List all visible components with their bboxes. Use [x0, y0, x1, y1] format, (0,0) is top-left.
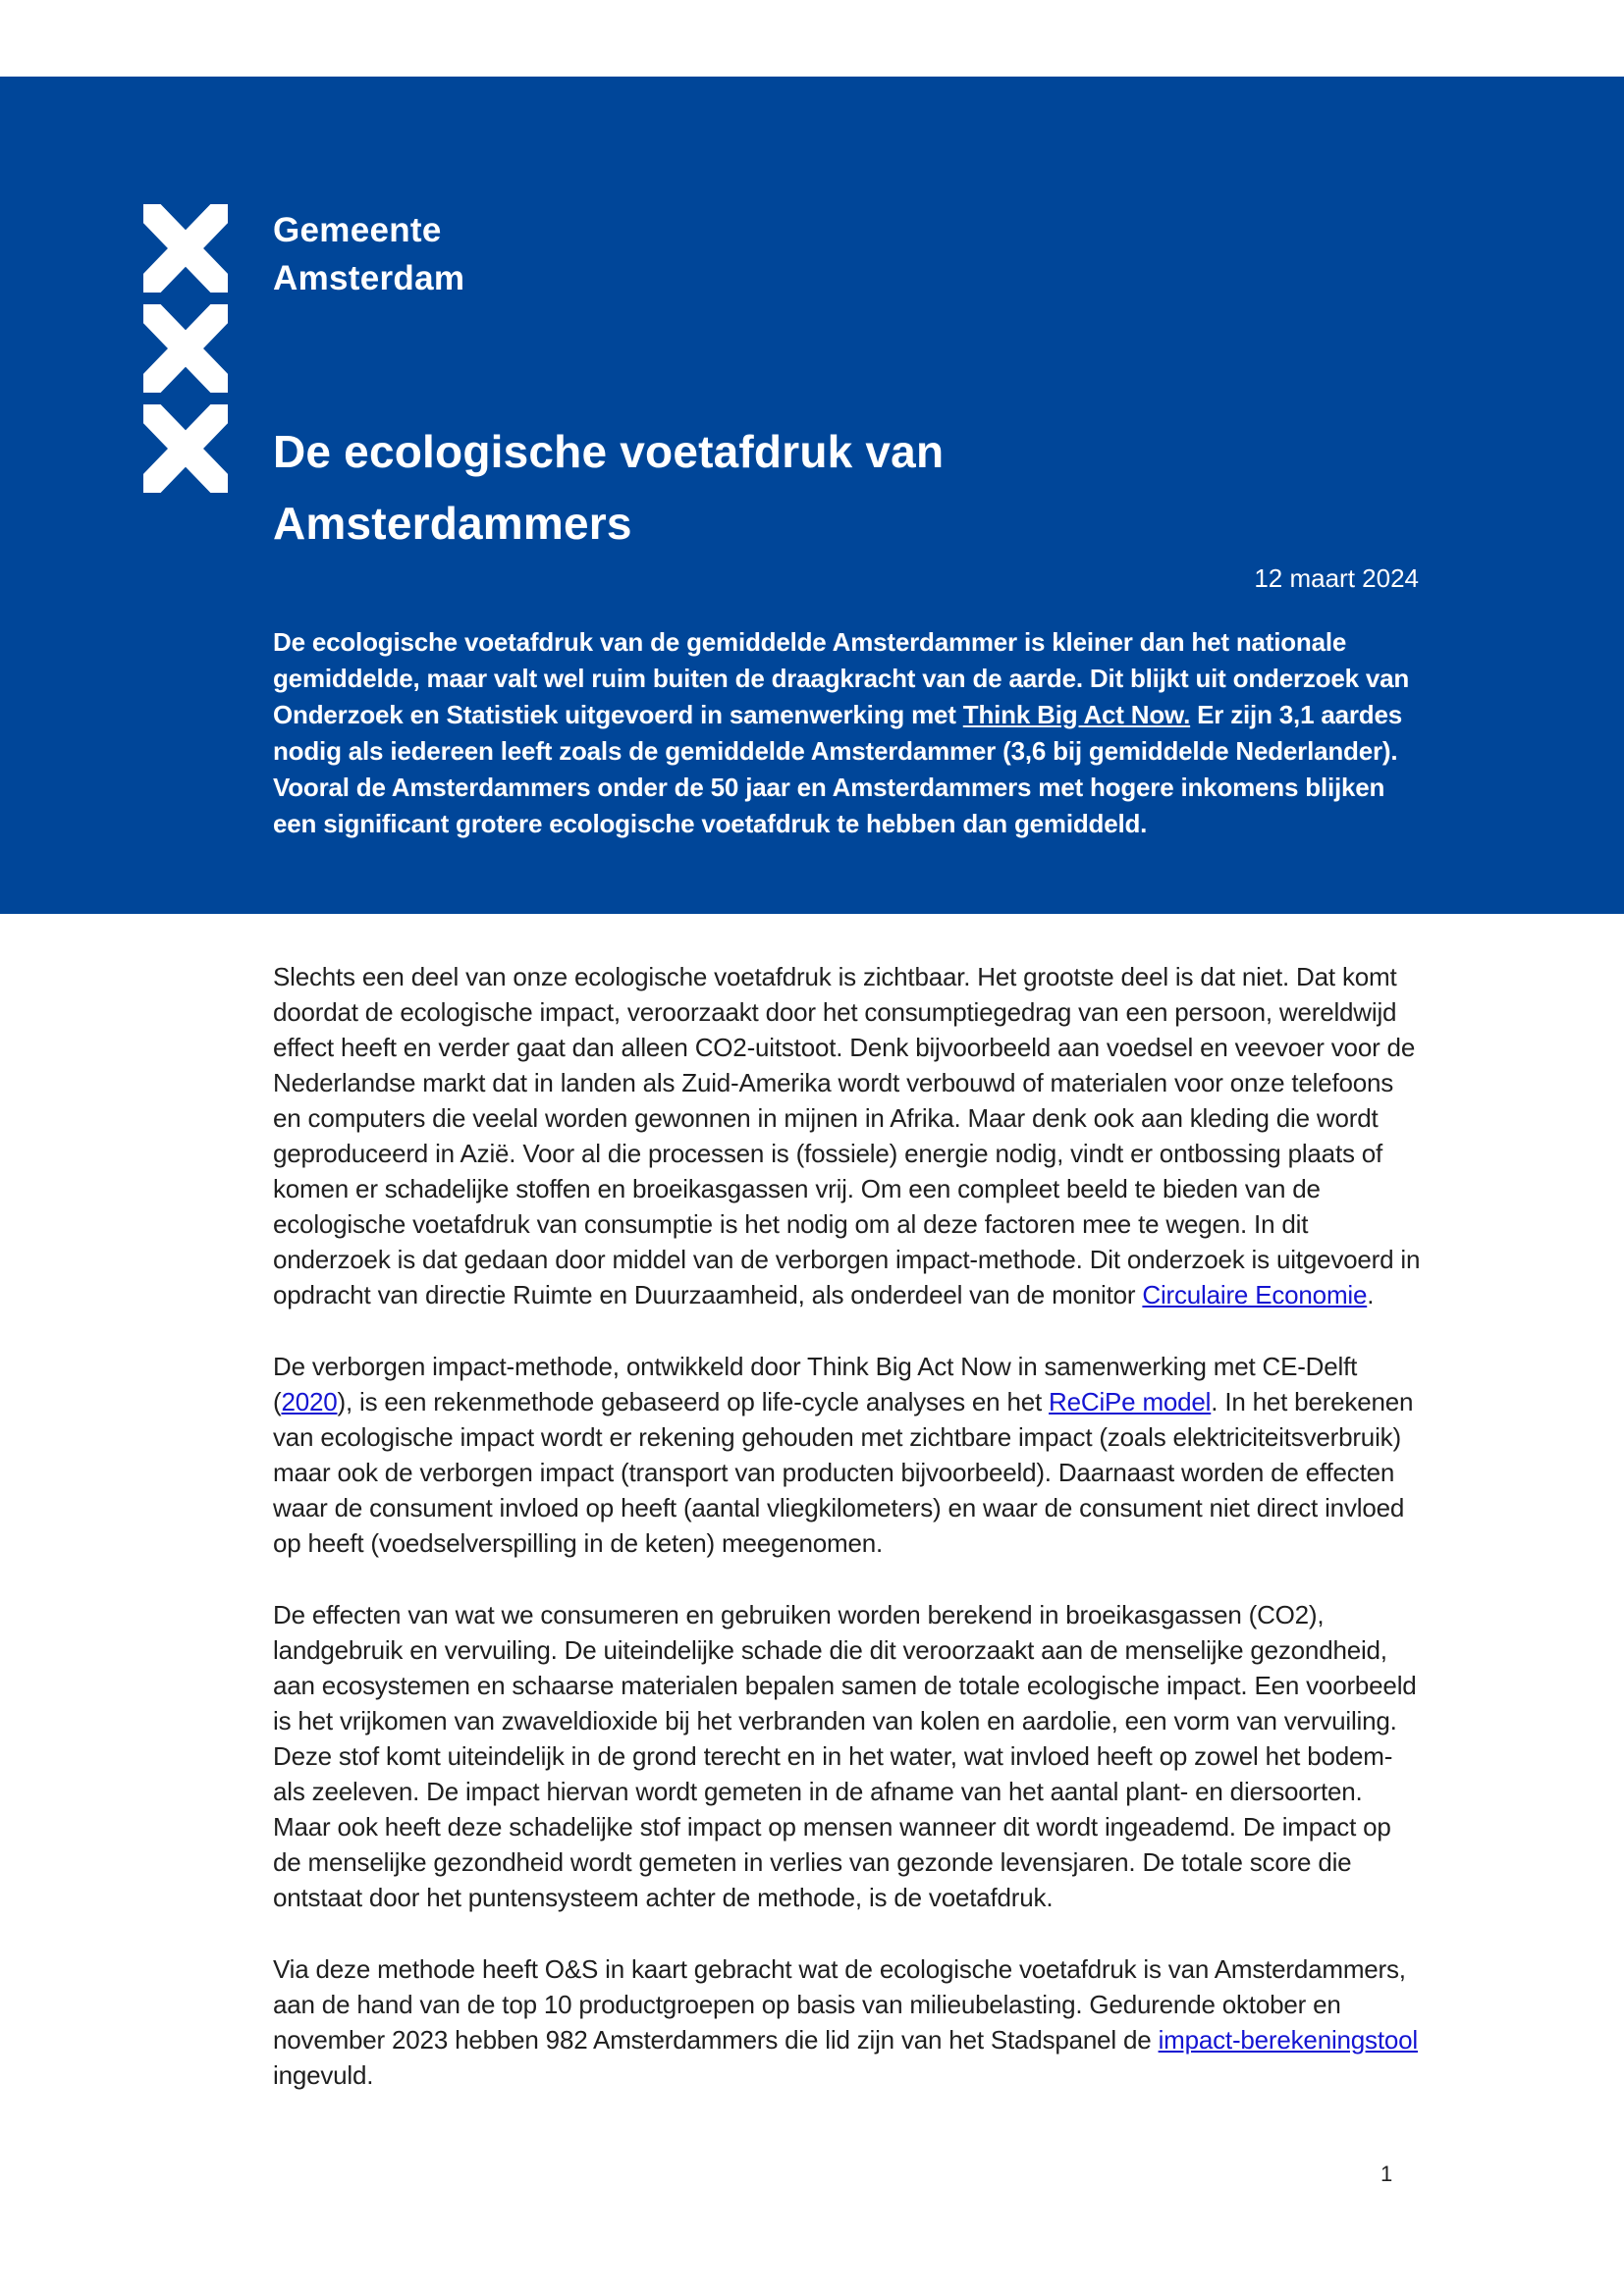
think-big-act-now-link[interactable]: Think Big Act Now. — [962, 700, 1191, 729]
paragraph-visible-footprint — [273, 959, 1422, 1312]
paragraph-1-text: Slechts een deel van onze ecologische voetafdruk is zichtbaar. Het grootste deel is dat niet. Dat komt doordat de ecologische impact, veroorzaakt door het consumptiegedrag van een persoon, wereldwijd effect heeft en verder gaat dan alleen CO2-uitstoot. Denk bijvoorbeeld aan voedsel en veevoer voor de Nederlandse markt dat in landen als Zuid-Amerika wordt verbouwd of materialen voor onze telefoons en computers die veelal worden gewonnen in mijnen in Afrika. Maar denk ook aan kleding die wordt geproduceerd in Azië. Voor al die processen is (fossiele) energie nodig, vindt er ontbossing plaats of komen er schadelijke stoffen en broeikasgassen vrij. Om een compleet beeld te bieden van de ecologische voetafdruk van consumptie is het nodig om al deze factoren mee te wegen. In dit onderzoek is dat gedaan door middel van de verborgen impact-methode. Dit onderzoek is uitgevoerd in opdracht van directie Ruimte en Duurzaamheid, als onderdeel van de monitor — [273, 962, 1421, 1309]
paragraph-2-text-3: . In het berekenen van ecologische impact wordt er rekening gehouden met zichtbare impact (zoals elektriciteitsverbruik) maar ook de verborgen impact (transport van producten bijvoorbeeld). Daarnaast worden de effecten waar de consument invloed op heeft (aantal vliegkilometers) en waar de consument niet direct invloed op heeft (voedselverspilling in de keten) meegenomen. — [273, 1387, 1414, 1558]
ce-delft-2020-link[interactable]: 2020 — [281, 1387, 338, 1416]
page-title-line2: Amsterdammers — [273, 498, 632, 549]
paragraph-method-survey — [273, 1951, 1422, 2093]
paragraph-2-text-1: De verborgen impact-methode, ontwikkeld door Think Big Act Now in samenwerking met CE-Delft ( — [273, 1352, 1358, 1416]
publication-date: 12 maart 2024 — [1254, 563, 1419, 593]
intro-paragraph — [273, 624, 1422, 842]
circulaire-economie-link[interactable]: Circulaire Economie — [1142, 1280, 1368, 1309]
document-body — [273, 914, 1422, 2129]
amsterdam-cross-icon — [143, 404, 228, 493]
page-title — [273, 416, 944, 560]
paragraph-1-period: . — [1367, 1280, 1375, 1309]
paragraph-hidden-impact-method — [273, 1349, 1422, 1561]
page-number: 1 — [1380, 2162, 1393, 2186]
paragraph-effects-calculation: De effecten van wat we consumeren en gebruiken worden berekend in broeikasgassen (CO2), landgebruik en vervuiling. De uiteindelijke schade die dit veroorzaakt aan de menselijke gezondheid, aan ecosystemen en schaarse materialen bepalen samen de totale ecologische impact. Een voorbeeld is het vrijkomen van zwaveldioxide bij het verbranden van kolen en aardolie, een vorm van vervuiling. Deze stof komt uiteindelijk in de grond terecht en in het water, wat invloed heeft op zowel het bodem- als zeeleven. De impact hiervan wordt gemeten in de afname van het aantal plant- en diersoorten. Maar ook heeft deze schadelijke stof impact op mensen wanneer dit wordt ingeademd. De impact op de menselijke gezondheid wordt gemeten in verlies van gezonde levensjaren. De totale score die ontstaat door het puntensysteem achter de methode, is de voetafdruk. — [273, 1600, 1417, 1912]
impact-berekeningstool-link[interactable]: impact-berekeningstool — [1158, 2025, 1418, 2055]
intro-text-after-link: Er zijn 3,1 aardes nodig als iedereen leeft zoals de gemiddelde Amsterdammer (3,6 bij gemiddelde Nederlander). Vooral de Amsterdammers onder de 50 jaar en Amsterdammers met hogere inkomens blijken een significant grotere ecologische voetafdruk te hebben dan gemiddeld. — [273, 700, 1402, 838]
organization-name-line2: Amsterdam — [273, 259, 465, 297]
organization-name — [273, 206, 464, 302]
page-title-line1: De ecologische voetafdruk van — [273, 426, 945, 477]
organization-name-line1: Gemeente — [273, 211, 442, 249]
paragraph-4-text-2: ingevuld. — [273, 2060, 374, 2090]
gemeente-amsterdam-logo — [143, 204, 228, 493]
intro-text-before-link: De ecologische voetafdruk van de gemiddelde Amsterdammer is kleiner dan het nationale gemiddelde, maar valt wel ruim buiten de draagkracht van de aarde. Dit blijkt uit onderzoek van Onderzoek en Statistiek uitgevoerd in samenwerking met — [273, 627, 1410, 729]
paragraph-2-text-2: ), is een rekenmethode gebaseerd op life-cycle analyses en het — [337, 1387, 1050, 1416]
recipe-model-link[interactable]: ReCiPe model — [1049, 1387, 1212, 1416]
report-header — [0, 77, 1624, 914]
amsterdam-cross-icon — [143, 304, 228, 393]
amsterdam-cross-icon — [143, 204, 228, 293]
paragraph-4-text-1: Via deze methode heeft O&S in kaart gebracht wat de ecologische voetafdruk is van Amsterdammers, aan de hand van de top 10 productgroepen op basis van milieubelasting. Gedurende oktober en november 2023 hebben 982 Amsterdammers die lid zijn van het Stadspanel de — [273, 1954, 1406, 2055]
